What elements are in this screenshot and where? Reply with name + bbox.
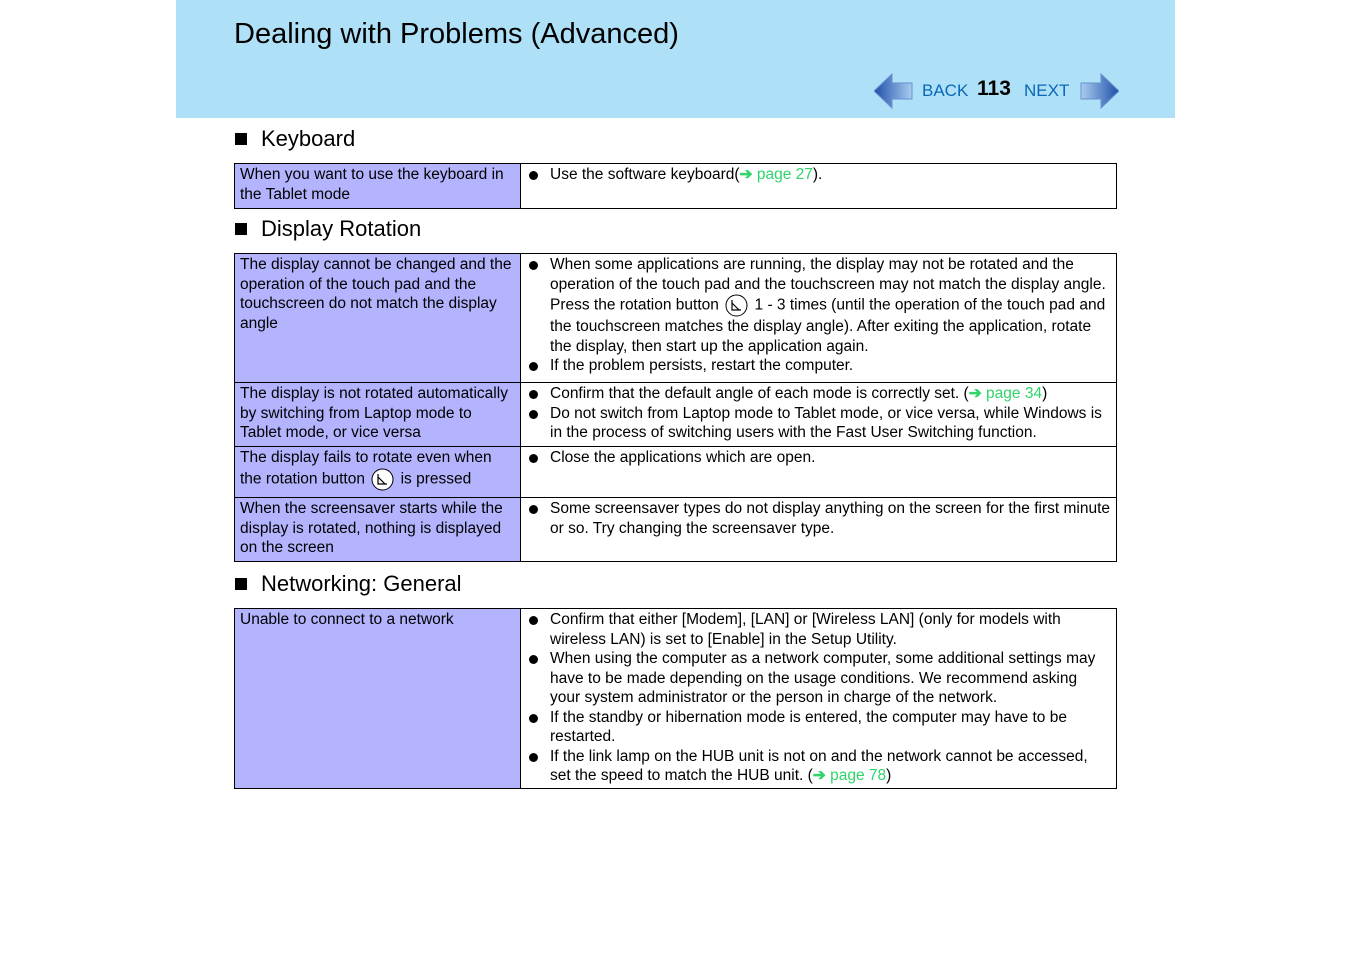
list-item: If the standby or hibernation mode is entered, the computer may have to be restarted. — [529, 708, 1111, 747]
table-row — [235, 609, 1117, 789]
list-item: Confirm that the default angle of each mode is correctly set. (➔ page 34) — [529, 384, 1111, 404]
section-heading-keyboard — [235, 126, 355, 152]
table-row — [235, 383, 1117, 447]
list-item: Use the software keyboard(➔ page 27). — [529, 165, 1111, 185]
page-link[interactable]: page 34 — [986, 385, 1043, 402]
list-item: When some applications are running, the display may not be rotated and the operation of the touch pad and the touchscreen may not match the display angle. Press the rotation button 1 - 3 times (until the operation of the touch pad and the touchscreen matches the display angle). After exiting the application, rotate the display, then start up the application again. — [529, 255, 1111, 356]
page-header — [176, 0, 1175, 118]
section-title: Networking: General — [261, 571, 462, 596]
networking-table — [234, 608, 1117, 789]
table-row — [235, 254, 1117, 383]
solution-cell — [521, 164, 1117, 209]
section-title: Display Rotation — [261, 216, 422, 241]
solution-cell — [521, 498, 1117, 562]
page-link[interactable]: page 27 — [756, 166, 813, 183]
list-item: Confirm that either [Modem], [LAN] or [Wireless LAN] (only for models with wireless LAN) is set to [Enable] in the Setup Utility. — [529, 610, 1111, 649]
problem-cell: The display is not rotated automatically by switching from Laptop mode to Tablet mode, or vice versa — [235, 383, 521, 447]
back-arrow-icon[interactable] — [874, 73, 914, 109]
list-item: Close the applications which are open. — [529, 448, 1111, 468]
section-heading-display-rotation — [235, 216, 421, 242]
solution-cell — [521, 447, 1117, 498]
rotation-button-icon — [371, 468, 394, 491]
solution-cell — [521, 254, 1117, 383]
problem-cell: Unable to connect to a network — [235, 609, 521, 789]
back-link[interactable]: BACK — [922, 81, 969, 100]
page-title: Dealing with Problems (Advanced) — [234, 18, 679, 50]
problem-cell: The display cannot be changed and the operation of the touch pad and the touchscreen do not match the display angle — [235, 254, 521, 383]
solution-cell — [521, 609, 1117, 789]
arrow-right-icon: ➔ — [968, 385, 982, 402]
list-item: If the link lamp on the HUB unit is not on and the network cannot be accessed, set the speed to match the HUB unit. (➔ page 78) — [529, 747, 1111, 786]
section-heading-networking — [235, 571, 462, 597]
next-arrow-icon[interactable] — [1079, 73, 1119, 109]
display-rotation-table — [234, 253, 1117, 562]
table-row — [235, 164, 1117, 209]
square-bullet-icon — [235, 578, 247, 590]
arrow-right-icon: ➔ — [812, 767, 826, 784]
page-number: 113 — [977, 77, 1011, 100]
square-bullet-icon — [235, 133, 247, 145]
next-link[interactable]: NEXT — [1024, 81, 1070, 100]
rotation-button-icon — [725, 294, 748, 317]
problem-cell: The display fails to rotate even when the rotation button is pressed — [235, 447, 521, 498]
problem-cell: When you want to use the keyboard in the Tablet mode — [235, 164, 521, 209]
table-row — [235, 498, 1117, 562]
list-item: Do not switch from Laptop mode to Tablet mode, or vice versa, while Windows is in the process of switching users with the Fast User Switching function. — [529, 404, 1111, 443]
table-row — [235, 447, 1117, 498]
arrow-right-icon: ➔ — [739, 166, 753, 183]
list-item: When using the computer as a network computer, some additional settings may have to be made depending on the usage conditions. We recommend asking your system administrator or the person in charge of the network. — [529, 649, 1111, 708]
section-title: Keyboard — [261, 126, 356, 151]
page-link[interactable]: page 78 — [830, 767, 887, 784]
solution-cell — [521, 383, 1117, 447]
page-navigation — [874, 70, 1118, 110]
list-item: Some screensaver types do not display anything on the screen for the first minute or so. Try changing the screensaver type. — [529, 499, 1111, 538]
problem-cell: When the screensaver starts while the display is rotated, nothing is displayed on the screen — [235, 498, 521, 562]
square-bullet-icon — [235, 223, 247, 235]
keyboard-table — [234, 163, 1117, 209]
list-item: If the problem persists, restart the computer. — [529, 356, 1111, 376]
